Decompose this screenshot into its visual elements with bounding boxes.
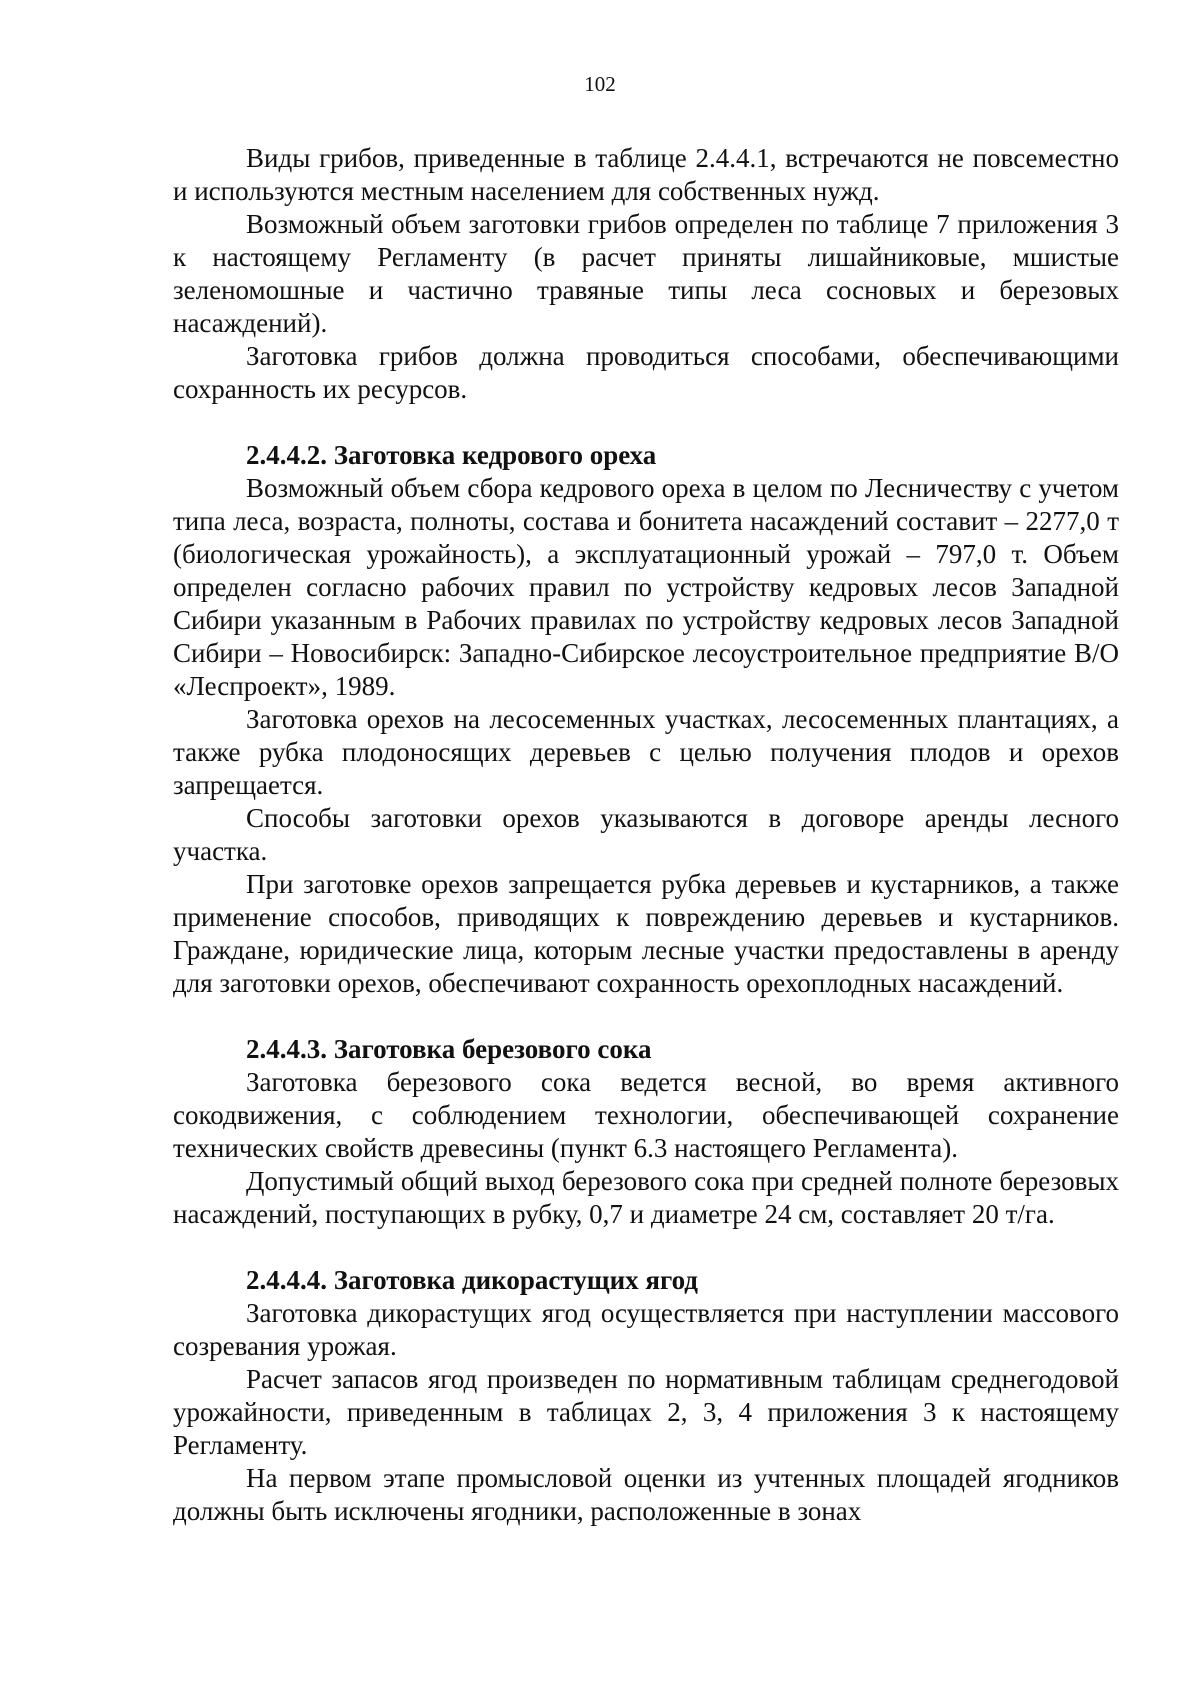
paragraph-birch-sap-season: Заготовка березового сока ведется весной, во время активного сокодвижения, с соблюдением технологии, обеспечивающей сохранение технических свойств древесины (пункт 6.3 настоящего Регламента). bbox=[173, 1067, 1119, 1163]
paragraph-berries-timing: Заготовка дикорастущих ягод осуществляется при наступлении массового созревания урожая. bbox=[173, 1298, 1119, 1361]
section-heading-birch-sap: 2.4.4.3. Заготовка березового сока bbox=[246, 1034, 652, 1064]
paragraph-cedar-nut-volume: Возможный объем сбора кедрового ореха в целом по Лесничеству с учетом типа леса, возраста, полноты, состава и бонитета насаждений составит – 2277,0 т (биологическая урожайность), а эксплуатационный урожай – 797,0 т. Объем определен согласно рабочих правил по устройству кедровых лесов Западной Сибири указанным в Рабочих правилах по устройству кедровых лесов Западной Сибири – Новосибирск: Западно-Сибирское лесоустроительное предприятие В/О «Леспроект», 1989. bbox=[173, 473, 1119, 701]
paragraph-mushroom-volume: Возможный объем заготовки грибов определен по таблице 7 приложения 3 к настоящему Регламенту (в расчет приняты лишайниковые, мшистые зеленомошные и частично травяные типы леса сосновых и березовых насаждений). bbox=[173, 209, 1119, 338]
document-body bbox=[173, 142, 1119, 1528]
paragraph-cedar-nut-methods: Способы заготовки орехов указываются в договоре аренды лесного участка. bbox=[173, 803, 1119, 866]
paragraph-mushroom-species: Виды грибов, приведенные в таблице 2.4.4.1, встречаются не повсеместно и используются местным населением для собственных нужд. bbox=[173, 143, 1119, 206]
paragraph-cedar-nut-protection: При заготовке орехов запрещается рубка деревьев и кустарников, а также применение способов, приводящих к повреждению деревьев и кустарников. Граждане, юридические лица, которым лесные участки предоставлены в аренду для заготовки орехов, обеспечивают сохранность орехоплодных насаждений. bbox=[173, 869, 1119, 998]
paragraph-mushroom-harvest-methods: Заготовка грибов должна проводиться способами, обеспечивающими сохранность их ресурсов. bbox=[173, 341, 1119, 404]
paragraph-cedar-nut-prohibition: Заготовка орехов на лесосеменных участках, лесосеменных плантациях, а также рубка плодоносящих деревьев с целью получения плодов и орехов запрещается. bbox=[173, 704, 1119, 800]
page-number: 102 bbox=[584, 72, 616, 96]
paragraph-berries-first-stage: На первом этапе промысловой оценки из учтенных площадей ягодников должны быть исключены ягодники, расположенные в зонах bbox=[173, 1463, 1119, 1526]
section-heading-wild-berries: 2.4.4.4. Заготовка дикорастущих ягод bbox=[246, 1265, 698, 1295]
paragraph-berries-calculation: Расчет запасов ягод произведен по нормативным таблицам среднегодовой урожайности, приведенным в таблицах 2, 3, 4 приложения 3 к настоящему Регламенту. bbox=[173, 1364, 1119, 1460]
paragraph-birch-sap-yield: Допустимый общий выход березового сока при средней полноте березовых насаждений, поступающих в рубку, 0,7 и диаметре 24 см, составляет 20 т/га. bbox=[173, 1166, 1119, 1229]
section-heading-cedar-nut: 2.4.4.2. Заготовка кедрового ореха bbox=[246, 440, 657, 470]
